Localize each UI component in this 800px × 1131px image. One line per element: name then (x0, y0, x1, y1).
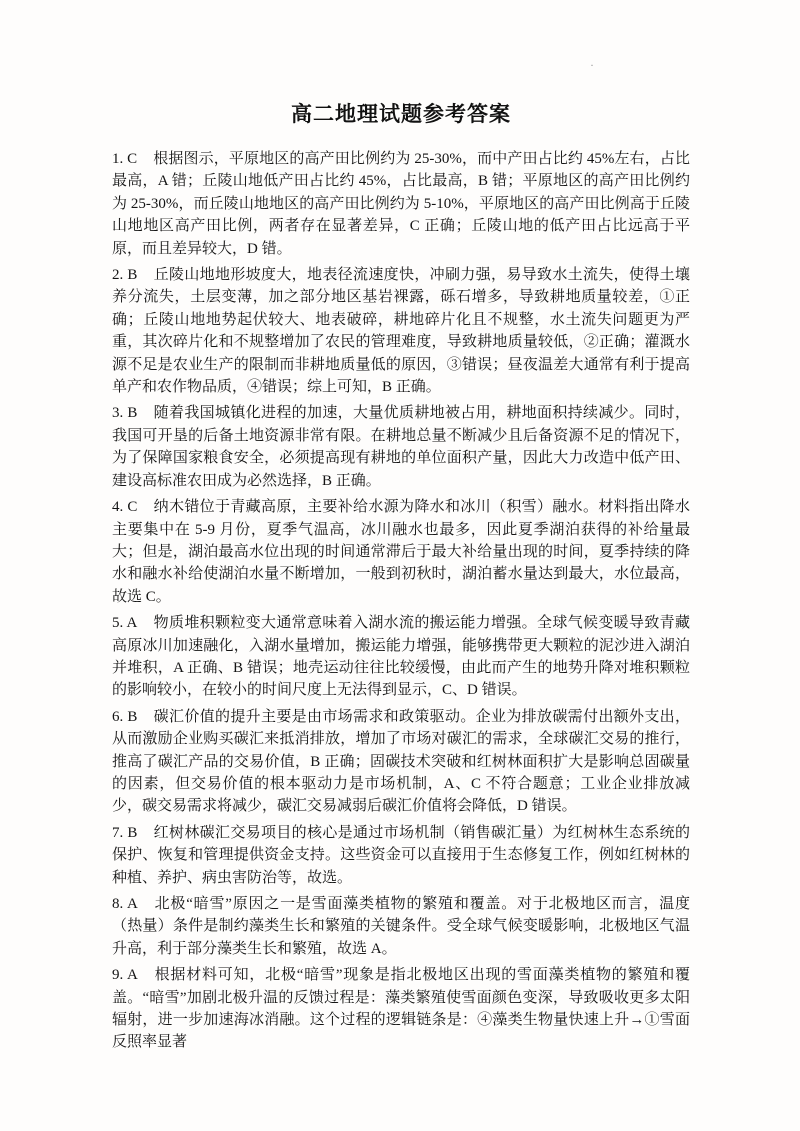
document-content (112, 98, 690, 1058)
answer-text: 纳木错位于青藏高原，主要补给水源为降水和冰川（积雪）融水。材料指出降水主要集中在 5-9 月份，夏季气温高，冰川融水也最多，因此夏季湖泊获得的补给量最大；但是，湖泊最高水位出现的时间通常滞后于最大补给量出现的时间，夏季持续的降水和融水补给使湖泊水量不断增加，一般到初秋时，湖泊蓄水量达到最大，水位最高，故选 C。 (112, 499, 690, 605)
answer-label: 9. A (112, 967, 138, 984)
answer-item-4 (112, 496, 690, 608)
answer-text: 物质堆积颗粒变大通常意味着入湖水流的搬运能力增强。全球气候变暖导致青藏高原冰川加速融化，入湖水量增加，搬运能力增强，能够携带更大颗粒的泥沙进入湖泊并堆积，A 正确、B 错误；地壳运动往往比较缓慢，由此而产生的地势升降对堆积颗粒的影响较小，在较小的时间尺度上无法得到显示，C、D 错误。 (112, 615, 690, 699)
page-title: 高二地理试题参考答案 (291, 102, 511, 126)
answer-text: 随着我国城镇化进程的加速，大量优质耕地被占用，耕地面积持续减少。同时，我国可开垦的后备土地资源非常有限。在耕地总量不断减少且后备资源不足的情况下，为了保障国家粮食安全，必须提高现有耕地的单位面积产量，因此大力改造中低产田、建设高标准农田成为必然选择，B 正确。 (112, 405, 690, 489)
answer-text: 碳汇价值的提升主要是由市场需求和政策驱动。企业为排放碳需付出额外支出，从而激励企业购买碳汇来抵消排放，增加了市场对碳汇的需求，全球碳汇交易的推行，推高了碳汇产品的交易价值，B 正确；固碳技术突破和红树林面积扩大是影响总固碳量的因素，但交易价值的根本驱动力是市场机制，A、C 不符合题意；工业企业排放减少，碳交易需求将减少，碳汇交易减弱后碳汇价值将会降低，D 错误。 (112, 708, 690, 815)
answer-label: 2. B (112, 267, 138, 284)
scan-artifact-dot: · (590, 58, 594, 72)
answer-item-1 (112, 148, 690, 260)
answer-item-5 (112, 612, 690, 702)
answer-text: 丘陵山地地形坡度大，地表径流速度快，冲刷力强，易导致水土流失，使得土壤养分流失，土层变薄，加之部分地区基岩裸露，砾石增多，导致耕地质量较差，①正确；丘陵山地地势起伏较大、地表破碎，耕地碎片化且不规整，水土流失问题更为严重，其次碎片化和不规整增加了农民的管理难度，导致耕地质量较低，②正确；灌溉水源不足是农业生产的限制而非耕地质量低的原因，③错误；昼夜温差大通常有利于提高单产和农作物品质，④错误；综上可知，B 正确。 (112, 267, 690, 396)
answer-text: 红树林碳汇交易项目的核心是通过市场机制（销售碳汇量）为红树林生态系统的保护、恢复和管理提供资金支持。这些资金可以直接用于生态修复工作，例如红树林的种植、养护、病虫害防治等，故选。 (112, 824, 690, 886)
answer-item-6 (112, 706, 690, 818)
answer-text: 北极“暗雪”原因之一是雪面藻类植物的繁殖和覆盖。对于北极地区而言，温度（热量）条件是制约藻类生长和繁殖的关键条件。受全球气候变暖影响，北极地区气温升高，利于部分藻类生长和繁殖，故选 A。 (112, 896, 690, 957)
answer-text: 根据材料可知，北极“暗雪”现象是指北极地区出现的雪面藻类植物的繁殖和覆盖。“暗雪”加剧北极升温的反馈过程是：藻类繁殖使雪面颜色变深，导致吸收更多太阳辐射，进一步加速海冰消融。这个过程的逻辑链条是：④藻类生物量快速上升→①雪面反照率显著 (112, 967, 690, 1051)
answer-label: 4. C (112, 499, 138, 516)
answer-text: 根据图示，平原地区的高产田比例约为 25-30%，而中产田占比约 45%左右，占比最高，A 错；丘陵山地低产田占比约 45%，占比最高，B 错；平原地区的高产田比例约为 25-30%，而丘陵山地地区的高产田比例约为 5-10%，平原地区的高产田比例高于丘陵山地地区高产田比例，两者存在显著差异，C 正确；丘陵山地的低产田占比远高于平原，而且差异较大，D 错。 (112, 151, 690, 257)
answer-label: 3. B (112, 405, 138, 422)
answer-item-3 (112, 402, 690, 492)
answer-item-9 (112, 964, 690, 1054)
answer-label: 6. B (112, 708, 138, 725)
answer-item-8 (112, 893, 690, 960)
answer-label: 5. A (112, 615, 138, 632)
answer-label: 8. A (112, 896, 138, 912)
answer-item-2 (112, 264, 690, 398)
answer-item-7 (112, 822, 690, 889)
answer-label: 7. B (112, 824, 138, 841)
answer-label: 1. C (112, 151, 138, 167)
